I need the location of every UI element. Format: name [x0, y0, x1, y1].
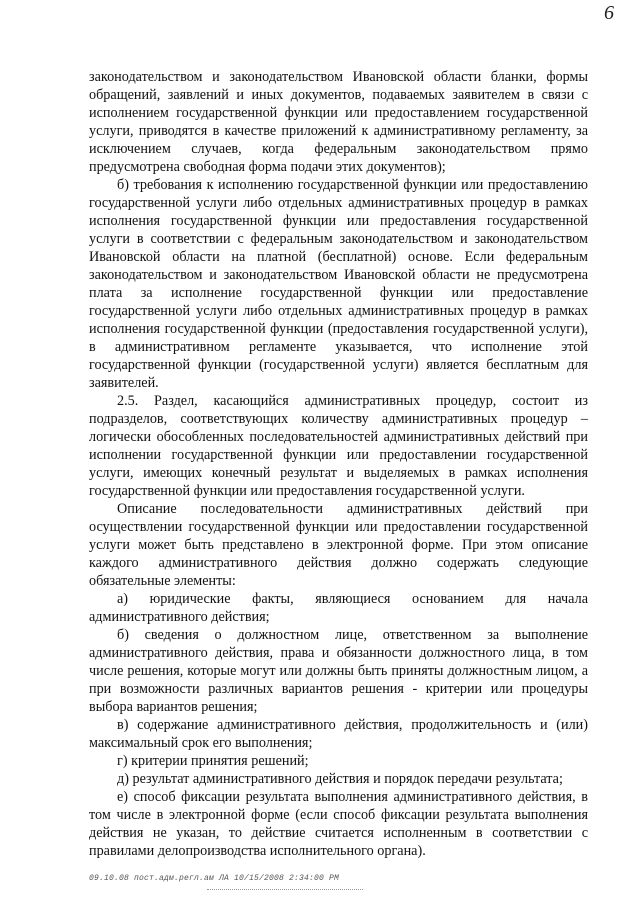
list-item-d: д) результат административного действия и порядок передачи результата;: [117, 771, 563, 787]
list-item-g: г) критерии принятия решений;: [117, 753, 309, 769]
document-body: [89, 68, 588, 860]
footer-divider: [207, 889, 363, 890]
paragraph-b-fee-requirements: б) требования к исполнению государственной функции или предоставлению государственной услуги либо отдельных административных процедур в рамках исполнения государственной функции или предоставления государственной услуги в соответствии с федеральным законодательством и законодательством Ивановской области на платной (бесплатной) основе. Если федеральным законодательством и законодательством Ивановской области не предусмотрена плата за исполнение государственной функции или предоставление государственной услуги либо отдельных административных процедур в рамках исполнения государственной функции (предоставления государственной услуги), в административном регламенте указывается, что исполнение этой государственной функции (государственной услуги) является бесплатным для заявителей.: [89, 177, 588, 391]
list-item-b: б) сведения о должностном лице, ответственном за выполнение административного действия, права и обязанности должностного лица, в том числе решения, которые могут или должны быть приняты должностным лицом, а при возможности различных вариантов решения - критерии или процедуры выбора вариантов решения;: [89, 627, 588, 715]
paragraph-description: Описание последовательности административных действий при осуществлении государственной функции или предоставлении государственной услуги может быть представлено в электронной форме. При этом описание каждого административного действия должно содержать следующие обязательные элементы:: [89, 501, 588, 589]
list-item-e: е) способ фиксации результата выполнения административного действия, в том числе в электронной форме (если способ фиксации результата выполнения действия не указан, то действие считается исполненным в соответствии с правилами делопроизводства исполнительного органа).: [89, 789, 588, 859]
file-footer: 09.10.08 пост.адм.регл.ам ЛА 10/15/2008 2:34:00 PM: [89, 874, 340, 883]
paragraph-forms-continuation: законодательством и законодательством Ивановской области бланки, формы обращений, заявлений и иных документов, подаваемых заявителем в связи с исполнением государственной функции или предоставлением государственной услуги, приводятся в качестве приложений к административному регламенту, за исключением случаев, когда федеральным законодательством прямо предусмотрена свободная форма подачи этих документов);: [89, 69, 588, 175]
page-number: 6: [604, 2, 614, 24]
paragraph-2-5-admin-procedures: 2.5. Раздел, касающийся административных процедур, состоит из подразделов, соответствующих количеству административных процедур – логически обособленных последовательностей административных действий при исполнении государственной функции или предоставлении государственной услуги, имеющих конечный результат и выделяемых в рамках исполнения государственной функции или предоставления государственной услуги.: [89, 393, 588, 499]
list-item-a: а) юридические факты, являющиеся основанием для начала административного действия;: [89, 591, 588, 625]
list-item-v: в) содержание административного действия, продолжительность и (или) максимальный срок его выполнения;: [89, 717, 588, 751]
